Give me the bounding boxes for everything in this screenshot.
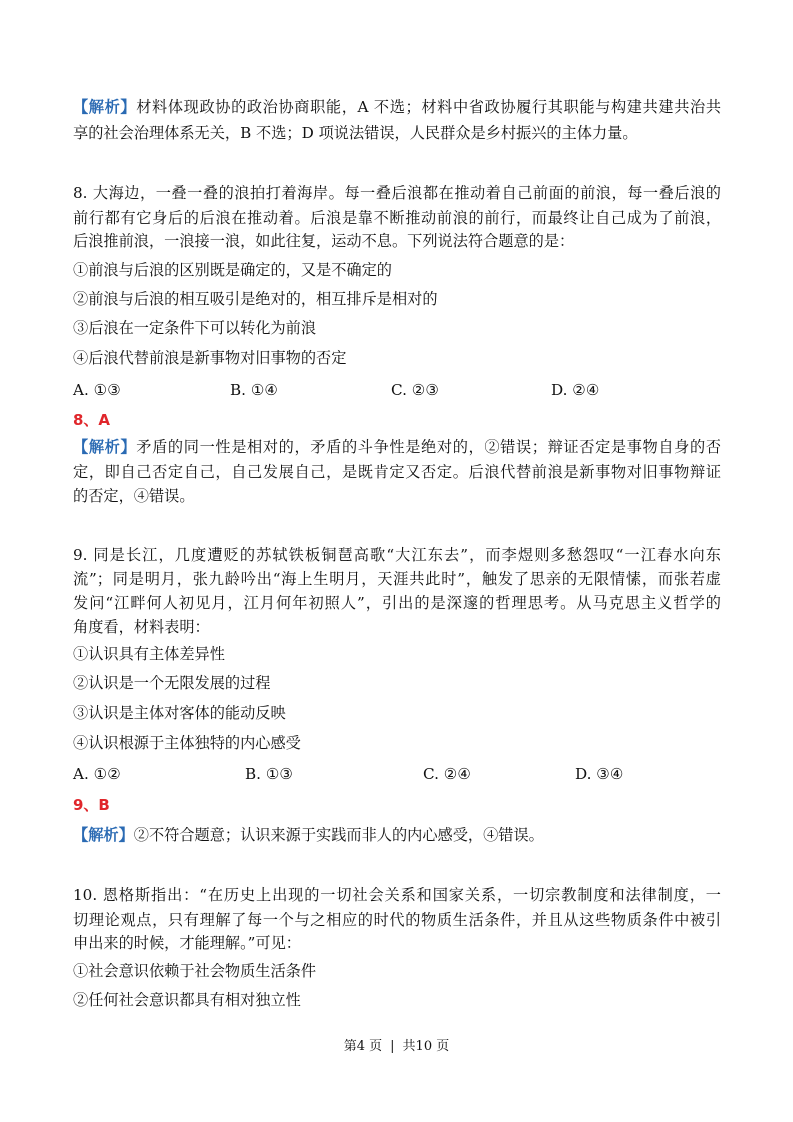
q9-stem-line-3: 发问“江畔何人初见月，江月何年初照人”，引出的是深邃的哲理思考。从马克思主义哲学的 — [73, 594, 721, 612]
q9-option-c: C. ②④ — [423, 765, 471, 783]
q8-stem-line-3: 后浪推前浪，一浪接一浪，如此往复，运动不息。下列说法符合题意的是： — [73, 232, 575, 250]
q8-option-b: B. ①④ — [230, 381, 279, 399]
q9-item-3: ③认识是主体对客体的能动反映 — [73, 704, 286, 722]
q8-option-c: C. ②③ — [391, 381, 439, 399]
q9-option-a: A. ①② — [73, 765, 121, 783]
q9-item-1: ①认识具有主体差异性 — [73, 645, 225, 663]
q10-item-1: ①社会意识依赖于社会物质生活条件 — [73, 962, 316, 980]
q9-option-d: D. ③④ — [575, 765, 624, 783]
q10-stem-line-3: 申出来的时候，才能理解。”可见： — [73, 934, 301, 952]
q10-stem-line-1: 10. 恩格斯指出：“在历史上出现的一切社会关系和国家关系，一切宗教制度和法律制度，一 — [73, 886, 721, 904]
q9-item-2: ②认识是一个无限发展的过程 — [73, 674, 271, 692]
q8-analysis-line-3: 的否定，④错误。 — [73, 487, 195, 505]
analysis-tag: 【解析】 — [73, 98, 137, 116]
q9-item-4: ④认识根源于主体独特的内心感受 — [73, 734, 301, 752]
q8-stem-line-2: 前行都有它身后的后浪在推动着。后浪是靠不断推动前浪的前行，而最终让自己成为了前浪， — [73, 209, 721, 227]
page-footer — [0, 1038, 793, 1056]
q8-analysis-line-2: 定，即自己否定自己，自己发展自己，是既肯定又否定。后浪代替前浪是新事物对旧事物辩证 — [73, 463, 721, 481]
q8-analysis-line-1: 【解析】矛盾的同一性是相对的，矛盾的斗争性是绝对的，②错误；辩证否定是事物自身的否 — [73, 438, 721, 456]
page-total: 共10 页 — [402, 1039, 450, 1054]
q8-item-4: ④后浪代替前浪是新事物对旧事物的否定 — [73, 349, 347, 367]
q9-stem-line-4: 角度看，材料表明： — [73, 618, 210, 636]
q10-item-2: ②任何社会意识都具有相对独立性 — [73, 991, 301, 1009]
q10-stem-line-2: 切理论观点，只有理解了每一个与之相应的时代的物质生活条件，并且从这些物质条件中被引 — [73, 911, 721, 929]
page-number: 第4 页 — [343, 1039, 383, 1054]
q7-analysis-line-1: 【解析】材料体现政协的政治协商职能，A 不选；材料中省政协履行其职能与构建共建共治共 — [73, 98, 722, 116]
footer-separator: | — [390, 1039, 395, 1054]
q9-stem-line-1: 9. 同是长江，几度遭贬的苏轼铁板铜琶高歌“大江东去”，而李煜则多愁怨叹“一江春水向东 — [73, 546, 721, 564]
q9-stem-line-2: 流”；同是明月，张九龄吟出“海上生明月，天涯共此时”，触发了思亲的无限情愫，而张若虚 — [73, 570, 721, 588]
q9-answer: 9、B — [73, 796, 110, 814]
q9-analysis-line-1: 【解析】②不符合题意；认识来源于实践而非人的内心感受，④错误。 — [73, 826, 544, 844]
analysis-tag: 【解析】 — [73, 826, 134, 844]
q8-answer: 8、A — [73, 411, 111, 429]
q8-option-d: D. ②④ — [551, 381, 600, 399]
q7-analysis-line-2: 享的社会治理体系无关，B 不选；D 项说法错误，人民群众是乡村振兴的主体力量。 — [73, 124, 638, 142]
q9-option-b: B. ①③ — [245, 765, 294, 783]
q8-stem-line-1: 8. 大海边，一叠一叠的浪拍打着海岸。每一叠后浪都在推动着自己前面的前浪，每一叠后浪的 — [73, 184, 721, 202]
q8-item-1: ①前浪与后浪的区别既是确定的，又是不确定的 — [73, 261, 392, 279]
analysis-tag: 【解析】 — [73, 438, 137, 456]
q8-item-3: ③后浪在一定条件下可以转化为前浪 — [73, 319, 316, 337]
q8-option-a: A. ①③ — [73, 381, 121, 399]
q8-item-2: ②前浪与后浪的相互吸引是绝对的，相互排斥是相对的 — [73, 290, 438, 308]
